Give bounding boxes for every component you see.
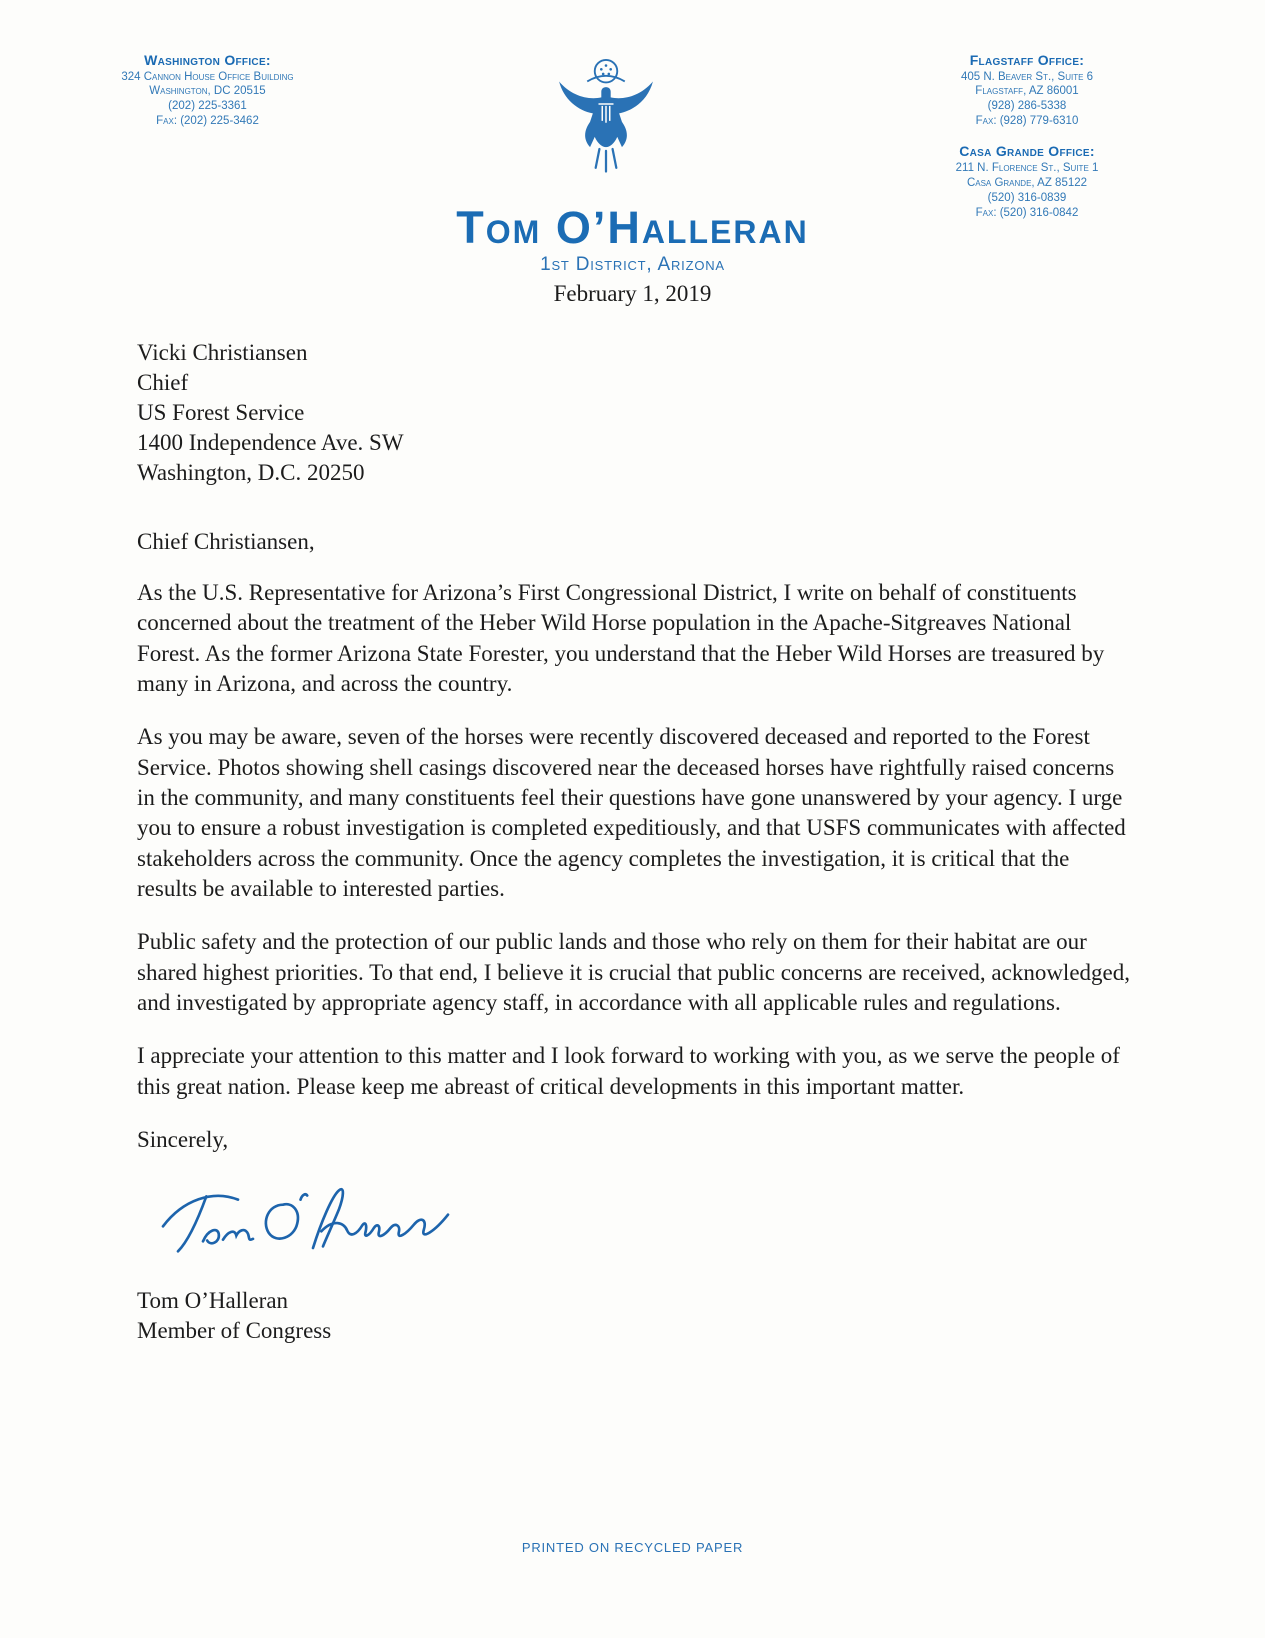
casa-grande-office-line: (520) 316-0839 [987,191,1067,204]
washington-office-line: Fax: (202) 225-3462 [156,115,259,128]
recipient-line: Vicki Christiansen [137,340,308,365]
body-paragraph: I appreciate your attention to this matter and I look forward to working with you, as we serve the people of this great nation. Please keep me abreast of critical developments in this important matter. [137,1043,1120,1099]
body-paragraph: Public safety and the protection of our public lands and those who rely on them for their habitat are our shared highest priorities. To that end, I believe it is crucial that public concerns are received, acknowledged, and investigated by appropriate agency staff, in accordance with all applicable rules and regulations. [137,929,1130,1016]
recipient-address-block [137,338,1132,487]
letterhead-title-block [0,204,1265,307]
recipient-line: US Forest Service [137,399,305,425]
recipient-line: Chief [137,369,189,395]
recipient-line: Washington, D.C. 20250 [137,459,365,485]
washington-office-line: (202) 225-3361 [168,100,247,113]
casa-grande-office-line: Fax: (520) 316-0842 [975,206,1079,219]
letter-date: February 1, 2019 [553,281,712,307]
casa-grande-office-line: 211 N. Florence St., Suite 1 [955,161,1099,174]
member-name: Tom O’Halleran [456,202,809,253]
flagstaff-office-title: Flagstaff Office: [969,52,1085,68]
casa-grande-office-line: Casa Grande, AZ 85122 [966,176,1088,189]
salutation: Chief Christiansen, [137,529,315,555]
great-seal-eagle-icon [545,50,667,188]
letter-body [137,338,1132,1346]
signature-handwriting [143,1168,1132,1276]
washington-office-block [85,52,330,129]
recipient-line: 1400 Independence Ave. SW [137,429,404,455]
washington-office-line: Washington, DC 20515 [149,85,266,98]
recycled-paper-footer: PRINTED ON RECYCLED PAPER [521,1540,744,1555]
closing: Sincerely, [137,1127,229,1153]
body-paragraph: As the U.S. Representative for Arizona’s First Congressional District, I write on behalf of constituents concerned about the treatment of the Heber Wild Horse population in the Apache-Sitgreaves National Forest. As the former Arizona State Forester, you understand that the Heber Wild Horses are treasured by many in Arizona, and across the country. [137,579,1105,696]
signer-name: Tom O’Halleran [137,1287,289,1313]
right-office-column [898,52,1156,221]
casa-grande-office-title: Casa Grande Office: [959,143,1095,160]
district-line: 1st District, Arizona [540,254,725,276]
flagstaff-office-line: Flagstaff, AZ 86001 [975,85,1079,98]
washington-office-line: 324 Cannon House Office Building [121,70,294,83]
flagstaff-office-line: (928) 286-5338 [987,100,1067,113]
body-paragraph: As you may be aware, seven of the horses were recently discovered deceased and reported to the Forest Service. Photos showing shell casings discovered near the deceased horses have rightfully raised concerns in the community, and many constituents feel their questions have gone unanswered by your agency. I urge you to ensure a robust investigation is completed expeditiously, and that USFS communicates with affected stakeholders across the community. Once the agency completes the investigation, it is critical that the results be available to interested parties. [137,724,1126,902]
flagstaff-office-line: 405 N. Beaver St., Suite 6 [960,70,1094,83]
flagstaff-office-block [898,52,1156,129]
signer-title: Member of Congress [137,1317,332,1343]
washington-office-title: Washington Office: [144,52,271,68]
flagstaff-office-line: Fax: (928) 779-6310 [975,115,1079,128]
